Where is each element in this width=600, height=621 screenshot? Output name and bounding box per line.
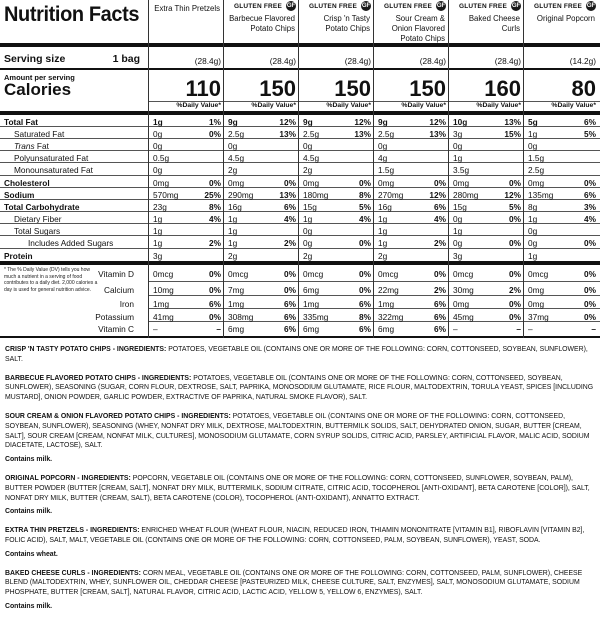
vitc-daily-value: 6%: [359, 324, 371, 334]
product-name: Crisp 'n Tasty Potato Chips: [323, 14, 370, 33]
vitc-amount: 6mg: [303, 324, 320, 334]
sat-daily-value: 0%: [209, 129, 221, 139]
fat-daily-value: 12%: [429, 117, 446, 127]
ingredient-text: POTATOES, VEGETABLE OIL (CONTAINS ONE OR MORE OF THE FOLLOWING: CORN, COTTONSEED, SOYBEAN, SUNFLOWER), SEASONING (SUGAR, CORN FLOUR, DEXTROSE, SALT, PAPRIKA, MONOSODIUM GLUTAMATE, RICE FLOUR, MALTODEXTRIN, TORULA YEAST, SPICES [INCLUDING MUSTARD], ONION POWDER, GARLIC POWDER, EXTRACTIVE OF PAPRIKA, NATURAL SMOKE FLAVOR), SALT.: [5, 374, 594, 402]
sodium-daily-value: 8%: [359, 190, 371, 200]
serving-weight: (28.4g): [344, 56, 371, 66]
vitd-amount: 0mcg: [453, 269, 474, 279]
ingredient-block: [5, 345, 595, 365]
sodium-amount: 135mg: [528, 190, 554, 200]
potassium-amount: 41mg: [153, 312, 174, 322]
gluten-free-label: GLUTEN FREE: [233, 3, 282, 10]
vitamin-d-label: Vitamin D: [98, 269, 134, 279]
serving-size-value: 1 bag: [112, 53, 140, 65]
gluten-free-icon: GF: [361, 3, 371, 9]
calcium-label: Calcium: [104, 285, 134, 295]
gluten-free-label: GLUTEN FREE: [308, 3, 357, 10]
carb-daily-value: 6%: [434, 202, 446, 212]
sat-daily-value: 13%: [429, 129, 446, 139]
poly-amount: 0.5g: [153, 153, 170, 163]
vitd-amount: 0mcg: [528, 269, 549, 279]
total-fat-label: Total Fat: [4, 117, 38, 127]
fiber-amount: 1g: [303, 214, 313, 224]
iron-amount: 1mg: [378, 299, 395, 309]
daily-value-header: %Daily Value*: [176, 102, 221, 109]
chol-daily-value: 0%: [509, 178, 521, 188]
sugars-amount: 1g: [228, 226, 238, 236]
potassium-amount: 322mg: [378, 312, 404, 322]
poly-amount: 4g: [378, 153, 388, 163]
ingredient-list: [5, 569, 595, 598]
product-name: Barbecue Flavored Potato Chips: [229, 14, 295, 33]
poly-fat-label: Polyunsaturated Fat: [14, 153, 89, 163]
sugars-amount: 1g: [453, 226, 463, 236]
calcium-amount: 0mg: [528, 285, 545, 295]
serving-weight: (28.4g): [194, 56, 221, 66]
vitd-daily-value: 0%: [434, 269, 446, 279]
calories-value: 150: [259, 76, 296, 101]
mono-fat-label: Monounsaturated Fat: [14, 165, 93, 175]
calcium-daily-value: 2%: [434, 285, 446, 295]
fat-daily-value: 6%: [584, 117, 596, 127]
trans-amount: 0g: [153, 141, 163, 151]
product-name: Baked Cheese Curls: [468, 14, 520, 33]
sodium-daily-value: 25%: [204, 190, 221, 200]
ingredient-list: [5, 412, 595, 451]
ingredient-list: [5, 474, 595, 503]
ingredient-list: [5, 374, 595, 403]
vitc-amount: 6mg: [378, 324, 395, 334]
gluten-free-label: GLUTEN FREE: [533, 3, 582, 10]
sodium-amount: 570mg: [153, 190, 179, 200]
vitd-amount: 0mcg: [153, 269, 174, 279]
gluten-free-icon: GF: [586, 3, 596, 9]
allergen-statement: Contains milk.: [5, 456, 53, 464]
saturated-fat-label: Saturated Fat: [14, 129, 65, 139]
total-carb-label: Total Carbohydrate: [4, 202, 80, 212]
protein-amount: 3g: [453, 251, 463, 261]
iron-amount: 0mg: [528, 299, 545, 309]
allergen-statement: Contains milk.: [5, 602, 53, 610]
fat-daily-value: 12%: [354, 117, 371, 127]
calcium-daily-value: 0%: [584, 285, 596, 295]
vitd-daily-value: 0%: [509, 269, 521, 279]
product-column: [448, 0, 524, 338]
potassium-daily-value: 0%: [584, 312, 596, 322]
gluten-free-icon: GF: [436, 3, 446, 9]
fiber-amount: 1g: [378, 214, 388, 224]
chol-daily-value: 0%: [209, 178, 221, 188]
ingredient-list: [5, 345, 595, 365]
added-sugars-label: Includes Added Sugars: [28, 238, 114, 248]
fiber-daily-value: 4%: [359, 214, 371, 224]
sat-daily-value: 5%: [584, 129, 596, 139]
serving-weight: (28.4g): [494, 56, 521, 66]
chol-amount: 0mg: [453, 178, 470, 188]
total-sugars-label: Total Sugars: [14, 226, 61, 236]
iron-amount: 1mg: [303, 299, 320, 309]
vitc-amount: 6mg: [228, 324, 245, 334]
iron-daily-value: 0%: [584, 299, 596, 309]
fiber-daily-value: 4%: [584, 214, 596, 224]
mono-amount: 2.5g: [528, 165, 545, 175]
fat-amount: 9g: [378, 117, 388, 127]
ingredient-block: [5, 569, 595, 612]
sodium-daily-value: 12%: [504, 190, 521, 200]
poly-amount: 4.5g: [228, 153, 245, 163]
calories-label: Calories: [4, 80, 72, 99]
trans-amount: 0g: [528, 141, 538, 151]
iron-daily-value: 6%: [434, 299, 446, 309]
serving-size-label: Serving size: [4, 53, 66, 65]
sodium-amount: 290mg: [228, 190, 254, 200]
chol-daily-value: 0%: [434, 178, 446, 188]
added-daily-value: 2%: [434, 238, 446, 248]
trans-fat-label: Trans Fat: [14, 141, 49, 151]
sat-daily-value: 15%: [504, 129, 521, 139]
ingredient-text: CORN MEAL, VEGETABLE OIL (CONTAINS ONE OR MORE OF THE FOLLOWING: CORN, COTTONSEED, PALM, SUNFLOWER), CHEESE BLEND (MALTODEXTRIN, WHEY, SUNFLOWER OIL, CHEDDAR CHEESE [PASTEURIZED MILK, CHEESE CULTURE, SALT, ENZYMES], SALT, MONOSODIUM GLUTAMATE, SODIUM PHOSPHATE, BUTTER [CREAM, SALT], NATURAL FLAVOR, CITRIC ACID, LACTIC ACID, YELLOW 5, YELLOW 6, ENZYMES), SALT.: [5, 569, 583, 597]
potassium-amount: 45mg: [453, 312, 474, 322]
calcium-amount: 10mg: [153, 285, 174, 295]
daily-value-header: %Daily Value*: [401, 102, 446, 109]
fat-amount: 9g: [303, 117, 313, 127]
carb-amount: 15g: [303, 202, 317, 212]
fat-amount: 10g: [453, 117, 468, 127]
fat-daily-value: 13%: [504, 117, 521, 127]
potassium-daily-value: 0%: [209, 312, 221, 322]
carb-amount: 23g: [153, 202, 167, 212]
iron-daily-value: 0%: [509, 299, 521, 309]
added-amount: 0g: [528, 238, 538, 248]
poly-amount: 1g: [453, 153, 463, 163]
calcium-amount: 7mg: [228, 285, 245, 295]
vitc-amount: –: [153, 324, 158, 334]
mono-amount: 2g: [228, 165, 238, 175]
sodium-daily-value: 13%: [279, 190, 296, 200]
carb-daily-value: 5%: [359, 202, 371, 212]
ingredient-title: EXTRA THIN PRETZELS - INGREDIENTS:: [5, 527, 140, 535]
sodium-daily-value: 12%: [429, 190, 446, 200]
trans-amount: 0g: [453, 141, 463, 151]
vitd-daily-value: 0%: [284, 269, 296, 279]
fat-daily-value: 12%: [279, 117, 296, 127]
sodium-label: Sodium: [4, 190, 35, 200]
amount-per-serving-label: Amount per serving: [4, 73, 75, 82]
sat-amount: 2.5g: [228, 129, 245, 139]
protein-amount: 1g: [528, 251, 538, 261]
iron-daily-value: 6%: [359, 299, 371, 309]
sat-amount: 2.5g: [303, 129, 320, 139]
added-amount: 1g: [228, 238, 238, 248]
sat-daily-value: 13%: [279, 129, 296, 139]
vitd-daily-value: 0%: [584, 269, 596, 279]
ingredient-text: POTATOES, VEGETABLE OIL (CONTAINS ONE OR MORE OF THE FOLLOWING: CORN, COTTONSEED, SOYBEAN, SUNFLOWER), SEASONING (WHEY, NONFAT DRY MILK, DEXTROSE, MALTODEXTRIN, BUTTERMILK SOLIDS, SALT, DEHYDRATED ONION, SUGAR, BUTTER [CREAM, SALT], SOUR CREAM [CREAM, NONFAT MILK, CULTURES], MONOSODIUM GLUTAMATE, CORN SYRUP SOLIDS, CITRIC ACID, PARSLEY, ARTIFICIAL FLAVOR, MALIC ACID, SODIUM DIACETATE, LACTOSE), SALT.: [5, 412, 590, 450]
fiber-amount: 0g: [453, 214, 463, 224]
ingredient-block: [5, 526, 595, 559]
chol-daily-value: 0%: [284, 178, 296, 188]
potassium-daily-value: 8%: [359, 312, 371, 322]
ingredient-text: POPCORN, VEGETABLE OIL (CONTAINS ONE OR MORE OF THE FOLLOWING: CORN, COTTONSEED, SUNFLOWER, SOYBEAN, PALM), BUTTER POWDER (BUTTER [CREAM, SALT], NONFAT DRY MILK, BUTTERMILK, SODIUM CITRATE, CITRIC ACID, TOCOPHEROL [ANTI-OXIDANT], BETA CAROTENE [COLOR]), SALT, NONFAT DRY MILK, BUTTER (CREAM, SALT), BETA CAROTENE (COLOR), TOCOPHEROL (ANTI-OXIDANT), ANNATTO EXTRACT.: [5, 474, 590, 502]
carb-amount: 15g: [453, 202, 467, 212]
added-daily-value: 0%: [359, 238, 371, 248]
daily-value-footnote: * The % Daily Value (DV) tells you how much a nutrient in a serving of food contributes to a daily diet. 2,000 calories a day is used for general nutrition advice.: [4, 267, 98, 293]
potassium-daily-value: 0%: [509, 312, 521, 322]
iron-amount: 1mg: [228, 299, 245, 309]
gluten-free-icon: GF: [511, 3, 521, 9]
ingredient-title: CRISP 'N TASTY POTATO CHIPS - INGREDIENTS:: [5, 346, 167, 353]
mono-amount: 3.5g: [453, 165, 470, 175]
vitc-amount: –: [528, 324, 533, 334]
carb-amount: 16g: [378, 202, 392, 212]
gluten-free-badge: [299, 1, 374, 11]
protein-amount: 2g: [378, 251, 388, 261]
product-column: [223, 0, 299, 338]
ingredients-section: [5, 345, 595, 621]
vitd-daily-value: 0%: [209, 269, 221, 279]
fiber-amount: 1g: [153, 214, 163, 224]
ingredient-title: SOUR CREAM & ONION FLAVORED POTATO CHIPS - INGREDIENTS:: [5, 412, 231, 420]
sat-amount: 1g: [528, 129, 538, 139]
potassium-amount: 308mg: [228, 312, 254, 322]
potassium-daily-value: 6%: [284, 312, 296, 322]
ingredient-title: BARBECUE FLAVORED POTATO CHIPS - INGREDIENTS:: [5, 374, 192, 382]
chol-amount: 0mg: [153, 178, 170, 188]
gluten-free-badge: [524, 1, 599, 11]
potassium-amount: 37mg: [528, 312, 549, 322]
iron-amount: 0mg: [453, 299, 470, 309]
chol-amount: 0mg: [528, 178, 545, 188]
cholesterol-label: Cholesterol: [4, 178, 50, 188]
vitamin-c-label: Vitamin C: [98, 324, 134, 334]
carb-amount: 16g: [228, 202, 242, 212]
gluten-free-label: GLUTEN FREE: [458, 3, 507, 10]
trans-amount: 0g: [303, 141, 313, 151]
fiber-amount: 1g: [228, 214, 238, 224]
ingredient-list: [5, 526, 595, 546]
ingredient-block: [5, 412, 595, 465]
gluten-free-badge: [224, 1, 299, 11]
fiber-amount: 1g: [528, 214, 538, 224]
iron-label: Iron: [119, 299, 134, 309]
potassium-daily-value: 6%: [434, 312, 446, 322]
added-amount: 1g: [153, 238, 163, 248]
product-column: [148, 0, 224, 338]
mono-amount: 2g: [303, 165, 313, 175]
fat-amount: 1g: [153, 117, 163, 127]
calcium-amount: 22mg: [378, 285, 399, 295]
gluten-free-label: GLUTEN FREE: [383, 3, 432, 10]
calories-value: 110: [185, 76, 221, 101]
fat-amount: 9g: [228, 117, 238, 127]
chol-daily-value: 0%: [359, 178, 371, 188]
protein-label: Protein: [4, 251, 33, 261]
chol-amount: 0mg: [228, 178, 245, 188]
chol-amount: 0mg: [303, 178, 320, 188]
carb-amount: 8g: [528, 202, 538, 212]
ingredient-text: POTATOES, VEGETABLE OIL (CONTAINS ONE OR MORE OF THE FOLLOWING: CORN, COTTONSEED, SOYBEAN, SUNFLOWER), SALT.: [5, 346, 588, 363]
daily-value-header: %Daily Value*: [326, 102, 371, 109]
sodium-amount: 180mg: [303, 190, 329, 200]
daily-value-header: %Daily Value*: [251, 102, 296, 109]
ingredient-title: ORIGINAL POPCORN - INGREDIENTS:: [5, 474, 131, 482]
calories-value: 150: [409, 76, 446, 101]
serving-weight: (28.4g): [419, 56, 446, 66]
vitd-amount: 0mcg: [228, 269, 249, 279]
added-amount: 0g: [453, 238, 463, 248]
vitc-daily-value: 6%: [284, 324, 296, 334]
product-column: [298, 0, 374, 338]
allergen-statement: Contains milk.: [5, 508, 53, 516]
carb-daily-value: 8%: [209, 202, 221, 212]
calcium-amount: 6mg: [303, 285, 320, 295]
dietary-fiber-label: Dietary Fiber: [14, 214, 62, 224]
vitc-daily-value: –: [516, 324, 521, 334]
vitc-daily-value: –: [216, 324, 221, 334]
vitc-daily-value: –: [591, 324, 596, 334]
iron-daily-value: 6%: [209, 299, 221, 309]
calcium-daily-value: 0%: [209, 285, 221, 295]
daily-value-header: %Daily Value*: [476, 102, 521, 109]
ingredient-text: ENRICHED WHEAT FLOUR (WHEAT FLOUR, NIACIN, REDUCED IRON, THIAMIN MONONITRATE [VITAMIN B1], RIBOFLAVIN [VITAMIN B2], FOLIC ACID), SALT, MALT, VEGETABLE OIL (CONTAINS ONE OR MORE OF THE FOLLOWING: CORN, COTTONSEED, PALM, SOYBEAN, SUNFLOWER), YEAST, SODA.: [5, 527, 585, 544]
sat-amount: 2.5g: [378, 129, 395, 139]
page-title: Nutrition Facts: [4, 3, 140, 26]
sat-amount: 0g: [153, 129, 163, 139]
calcium-daily-value: 0%: [359, 285, 371, 295]
added-daily-value: 2%: [284, 238, 296, 248]
carb-daily-value: 5%: [509, 202, 521, 212]
calcium-amount: 30mg: [453, 285, 474, 295]
added-daily-value: 0%: [509, 238, 521, 248]
product-name: Sour Cream & Onion Flavored Potato Chips: [391, 14, 445, 43]
vitc-amount: –: [453, 324, 458, 334]
fiber-daily-value: 4%: [434, 214, 446, 224]
added-daily-value: 0%: [584, 238, 596, 248]
serving-weight: (28.4g): [269, 56, 296, 66]
product-column: [373, 0, 449, 338]
carb-daily-value: 6%: [284, 202, 296, 212]
product-name: Original Popcorn: [536, 14, 595, 23]
calcium-daily-value: 0%: [284, 285, 296, 295]
added-daily-value: 2%: [209, 238, 221, 248]
mono-amount: 0g: [153, 165, 163, 175]
product-name: Extra Thin Pretzels: [154, 4, 220, 13]
allergen-statement: Contains wheat.: [5, 550, 58, 558]
iron-daily-value: 6%: [284, 299, 296, 309]
fat-amount: 5g: [528, 117, 538, 127]
ingredient-block: [5, 374, 595, 403]
daily-value-header: %Daily Value*: [551, 102, 596, 109]
gluten-free-icon: GF: [286, 3, 296, 9]
gluten-free-badge: [449, 1, 524, 11]
sugars-amount: 0g: [528, 226, 538, 236]
gluten-free-badge: [374, 1, 449, 11]
calories-value: 80: [571, 76, 596, 101]
potassium-label: Potassium: [95, 312, 134, 322]
vitc-daily-value: 6%: [434, 324, 446, 334]
sodium-amount: 270mg: [378, 190, 404, 200]
fiber-daily-value: 4%: [284, 214, 296, 224]
ingredient-title: BAKED CHEESE CURLS - INGREDIENTS:: [5, 569, 141, 577]
vitd-amount: 0mcg: [378, 269, 399, 279]
fiber-daily-value: 0%: [509, 214, 521, 224]
mono-amount: 1.5g: [378, 165, 395, 175]
fiber-daily-value: 4%: [209, 214, 221, 224]
calories-value: 160: [484, 76, 521, 101]
product-column: [523, 0, 599, 338]
potassium-amount: 335mg: [303, 312, 329, 322]
chol-daily-value: 0%: [584, 178, 596, 188]
calories-value: 150: [334, 76, 371, 101]
poly-amount: 4.5g: [303, 153, 320, 163]
carb-daily-value: 3%: [584, 202, 596, 212]
protein-amount: 3g: [153, 251, 163, 261]
fat-daily-value: 1%: [209, 117, 221, 127]
sat-amount: 3g: [453, 129, 463, 139]
poly-amount: 1.5g: [528, 153, 545, 163]
calcium-daily-value: 2%: [509, 285, 521, 295]
sat-daily-value: 13%: [354, 129, 371, 139]
sugars-amount: 1g: [378, 226, 388, 236]
chol-amount: 0mg: [378, 178, 395, 188]
sugars-amount: 0g: [303, 226, 313, 236]
ingredient-block: [5, 474, 595, 517]
sodium-daily-value: 6%: [584, 190, 596, 200]
sodium-amount: 280mg: [453, 190, 479, 200]
added-amount: 0g: [303, 238, 313, 248]
sugars-amount: 1g: [153, 226, 163, 236]
trans-amount: 0g: [378, 141, 388, 151]
vitd-amount: 0mcg: [303, 269, 324, 279]
protein-amount: 2g: [228, 251, 238, 261]
added-amount: 1g: [378, 238, 388, 248]
vitd-daily-value: 0%: [359, 269, 371, 279]
serving-weight: (14.2g): [569, 56, 596, 66]
protein-amount: 2g: [303, 251, 313, 261]
trans-amount: 0g: [228, 141, 238, 151]
iron-amount: 1mg: [153, 299, 170, 309]
